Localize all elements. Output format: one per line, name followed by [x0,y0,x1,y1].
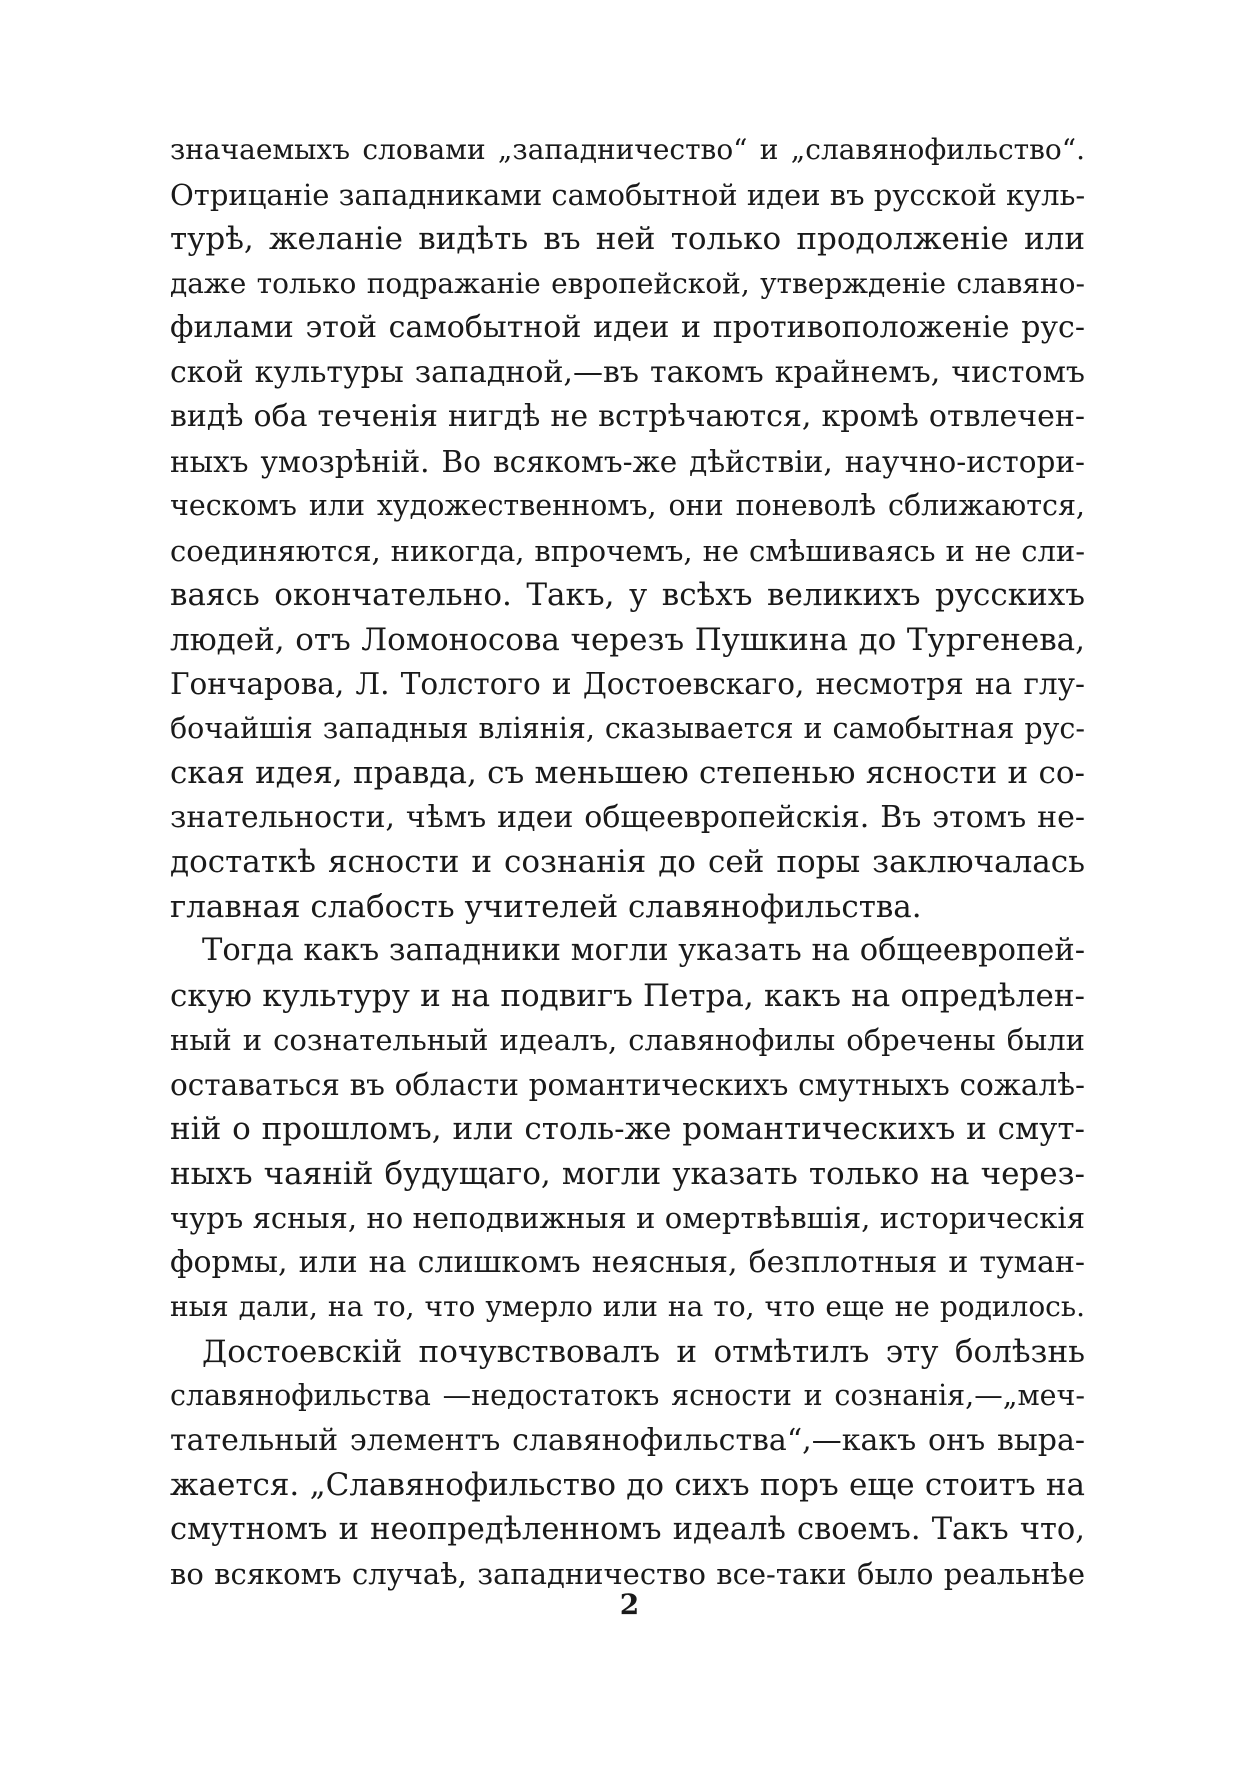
text-line: славянофильства —недостатокъ ясности и сознанія,—„меч- [170,1379,1085,1412]
text-line: людей, отъ Ломоносова черезъ Пушкина до Тургенева, [170,621,1085,658]
text-line: ваясь окончательно. Такъ, у всѣхъ великихъ русскихъ [170,577,1085,613]
text-line: знательности, чѣмъ идеи общеевропейскія. Въ этомъ не- [170,799,1085,835]
text-line: скую культуру и на подвигъ Петра, какъ на опредѣлен- [170,977,1085,1014]
text-line: ныхъ чаяній будущаго, могли указать только на через- [170,1155,1085,1192]
text-line: бочайшія западныя вліянія, сказывается и самобытная рус- [170,711,1085,745]
text-line: жается. „Славянофильство до сихъ поръ еще стоитъ на [170,1467,1085,1503]
text-line: чуръ ясныя, но неподвижныя и омертвѣвшія, историческія [170,1201,1085,1235]
paragraph-1 [170,128,1085,929]
text-line: даже только подражаніе европейской, утвержденіе славяно- [170,266,1085,300]
text-line: во всякомъ случаѣ, западничество все-таки было реальнѣе [170,1557,1085,1591]
text-line: ній о прошломъ, или столь-же романтическихъ и смут- [170,1111,1085,1147]
text-line: филами этой самобытной идеи и противоположеніе рус- [170,310,1085,345]
paragraph-3 [170,1330,1085,1597]
paragraph-2 [170,929,1085,1330]
text-line: Гончарова, Л. Толстого и Достоевскаго, несмотря на глу- [170,667,1085,701]
text-line: турѣ, желаніе видѣть въ ней только продолженіе или [170,221,1085,257]
page-number: 2 [619,1588,640,1621]
text-line: ской культуры западной,—въ такомъ крайнемъ, чистомъ [170,354,1085,390]
text-line: достаткѣ ясности и сознанія до сей поры заключалась [170,844,1085,880]
text-line: ская идея, правда, съ меньшею степенью ясности и со- [170,755,1085,791]
text-line: оставаться въ области романтическихъ смутныхъ сожалѣ- [170,1067,1085,1102]
text-line: Отрицаніе западниками самобытной идеи въ русской куль- [170,177,1086,212]
text-line: значаемыхъ словами „западничество“ и „славянофильство“. [170,133,1085,166]
text-line: ческомъ или художественномъ, они поневолѣ сближаются, [170,489,1085,522]
text-line: ныя дали, на то, что умерло или на то, что еще не родилось. [170,1290,1085,1323]
text-line: главная слабость учителей славянофильства. [170,888,922,925]
body-text [170,128,1085,1597]
text-line: ныхъ умозрѣній. Во всякомъ-же дѣйствіи, научно-истори- [170,444,1085,479]
text-line: видѣ оба теченія нигдѣ не встрѣчаются, кромѣ отвлечен- [170,399,1085,434]
text-line: Тогда какъ западники могли указать на общеевропей- [202,933,1085,968]
text-line: тательный элементъ славянофильства“,—какъ онъ выра- [170,1422,1085,1458]
text-line: смутномъ и неопредѣленномъ идеалѣ своемъ. Такъ что, [170,1511,1085,1547]
text-line: ный и сознательный идеалъ, славянофилы обречены были [170,1023,1085,1057]
text-line: формы, или на слишкомъ неясныя, безплотныя и туман- [170,1244,1085,1280]
text-line: соединяются, никогда, впрочемъ, не смѣшиваясь и не сли- [170,533,1085,568]
text-line: Достоевскій почувствовалъ и отмѣтилъ эту болѣзнь [202,1333,1085,1370]
